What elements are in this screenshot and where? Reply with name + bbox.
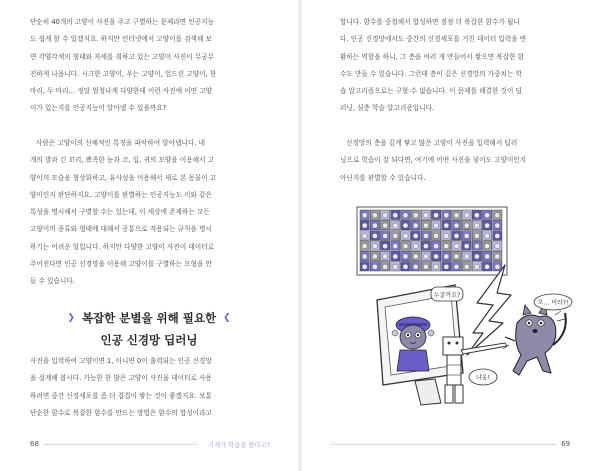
cat-thumbnail-face xyxy=(383,244,388,249)
cat-thumbnail-face xyxy=(372,223,377,228)
cat-thumbnail-face xyxy=(434,233,439,238)
text-line: 단순한 함수로 복잡한 함수를 만드는 방법은 함수의 합성이라고 xyxy=(30,408,212,417)
left-footer xyxy=(30,438,270,450)
cat-thumbnail-face xyxy=(383,264,388,269)
cat-thumbnail-face xyxy=(485,213,490,218)
text-line: 단순히 40개의 고양이 사진을 주고 구별하는 문제라면 인공지능 xyxy=(30,18,214,26)
cat-thumbnail-face xyxy=(474,264,479,269)
cat-thumbnail-face xyxy=(444,233,449,238)
left-page xyxy=(0,0,298,471)
cat-thumbnail-face xyxy=(485,254,490,259)
cat-thumbnail-face xyxy=(423,233,428,238)
cat-thumbnail-face xyxy=(464,223,469,228)
cat-thumbnail-face xyxy=(444,254,449,259)
cat-thumbnail-face xyxy=(413,213,418,218)
text-line: 하기는 어려운 일입니다. 하지만 다양한 고양이 사진이 데이터로 xyxy=(30,242,215,251)
cat-thumbnail-face xyxy=(393,244,398,249)
cat-speech-text: 모… 미라?! xyxy=(537,299,569,307)
left-paragraph-3 xyxy=(30,353,268,422)
text-line: 러닝, 심층 학습 알고리즘입니다. xyxy=(340,104,435,113)
text-line: 들 수 있습니다. xyxy=(30,277,75,286)
cat-thumbnail-face xyxy=(393,254,398,259)
cat-photo-grid xyxy=(357,207,507,275)
text-line: 이가 있는지를 인공지능이 알아낼 수 있을까요? xyxy=(30,104,167,113)
text-line: 을 설계해 봅시다. 가능한 한 많은 고양이 사진을 데이터로 사용 xyxy=(30,374,212,383)
cat-thumbnail-face xyxy=(362,264,367,269)
cat-thumbnail-face xyxy=(474,223,479,228)
text-line: 마리, 두 마리… 정말 엄청나게 다양한데 이런 사진에 어떤 고양 xyxy=(30,87,213,96)
text-line: 신경망의 층을 깊게 쌓고 많은 고양이 사진을 입력해서 딥러 xyxy=(346,139,518,147)
cat-thumbnail-face xyxy=(485,223,490,228)
cat-thumbnail-face xyxy=(423,254,428,259)
cat-thumbnail-face xyxy=(413,223,418,228)
cat-thumbnail-face xyxy=(393,264,398,269)
monitor-stand xyxy=(415,379,441,405)
cat-thumbnail-face xyxy=(454,244,459,249)
cat-thumbnail-face xyxy=(454,254,459,259)
cat-thumbnail-face xyxy=(403,244,408,249)
cat-thumbnail-face xyxy=(474,233,479,238)
cat-thumbnail-face xyxy=(495,223,500,228)
text-line: 하려면 중간 신경세포를 좀 더 겹겹이 쌓는 것이 좋겠지요. 보통 xyxy=(30,391,212,400)
cat-thumbnail-face xyxy=(383,223,388,228)
illustration-svg xyxy=(355,205,579,423)
heading-text-1: 복잡한 분별을 위해 필요한 xyxy=(81,311,217,325)
cat-thumbnail-face xyxy=(474,244,479,249)
cat-thumbnail-face xyxy=(485,244,490,249)
cat-thumbnail-face xyxy=(372,264,377,269)
cat-thumbnail-face xyxy=(495,244,500,249)
text-line: 고양이의 종류와 형태에 대해서 공통으로 적용되는 규칙을 명시 xyxy=(30,225,212,234)
cat-thumbnail-face xyxy=(434,244,439,249)
cat-thumbnail-face xyxy=(362,233,367,238)
cat-thumbnail-face xyxy=(413,244,418,249)
right-paragraph-2 xyxy=(340,135,578,187)
text-line: 다. 인공 신경망에서도 중간의 신경세포를 거친 데이터 입력을 변 xyxy=(340,35,527,44)
cat-thumbnail-face xyxy=(372,213,377,218)
text-line: 진하게 나옵니다. 시크한 고양이, 우는 고양이, 엎드린 고양이, 한 xyxy=(30,69,217,78)
cat-thumbnail-face xyxy=(474,213,479,218)
section-heading-line-1 xyxy=(30,309,268,327)
text-line: 도 쉽게 할 수 있겠지요. 하지만 인터넷에서 고양이를 검색해 보 xyxy=(30,35,212,44)
text-line: 사람은 고양이의 신체적인 특징을 파악하여 알아냅니다. 네 xyxy=(36,139,206,147)
cat-thumbnail-face xyxy=(474,254,479,259)
monitor-speech-text: 누굴까요? xyxy=(433,292,461,299)
cat-thumbnail-face xyxy=(434,264,439,269)
cat-thumbnail-face xyxy=(362,244,367,249)
footer-divider xyxy=(332,444,555,445)
cat-thumbnail-face xyxy=(383,254,388,259)
cat-thumbnail-face xyxy=(464,254,469,259)
cat-thumbnail-face xyxy=(444,264,449,269)
cat-thumbnail-face xyxy=(485,233,490,238)
cat-thumbnail-face xyxy=(403,223,408,228)
cat-thumbnail-face xyxy=(423,213,428,218)
cat-thumbnail-face xyxy=(393,223,398,228)
cat-thumbnail-face xyxy=(383,213,388,218)
cat-thumbnail-face xyxy=(403,264,408,269)
left-paragraph-2 xyxy=(30,135,268,291)
text-line: 면 각양각색의 형태와 자세를 취하고 있는 고양이 사진이 무궁무 xyxy=(30,52,215,61)
text-line: 주어진다면 인공 신경망을 이용해 고양이를 구별하는 모형을 만 xyxy=(30,260,212,269)
cat-recognition-illustration xyxy=(355,205,579,423)
cat-thumbnail-face xyxy=(454,264,459,269)
monitor-speech-bubble xyxy=(431,287,463,301)
heading-right-marker-icon: ❮ xyxy=(223,313,231,323)
text-line: 아닌지를 판별할 수 있습니다. xyxy=(340,173,426,182)
right-paragraph-1 xyxy=(340,14,578,118)
text-line: 닝으로 학습이 잘 되다면, 여기에 어떤 사진을 넣어도 고양이인지 xyxy=(340,156,527,165)
cat-thumbnail-face xyxy=(464,233,469,238)
cat-thumbnail-face xyxy=(434,213,439,218)
cat-thumbnail-face xyxy=(464,264,469,269)
cat-thumbnail-face xyxy=(403,213,408,218)
cat-thumbnail-face xyxy=(393,213,398,218)
cat-thumbnail-face xyxy=(444,244,449,249)
left-paragraph-1 xyxy=(30,14,268,118)
page-number: 69 xyxy=(561,440,570,448)
cat-thumbnail-face xyxy=(495,254,500,259)
text-line: 사진을 입력하여 고양이면 1, 아니면 0이 출력되는 인공 신경망 xyxy=(30,357,212,365)
text-line: 개의 발과 긴 꼬리, 뾰족한 눈과 코, 입, 귀의 모양을 이용해서 고 xyxy=(30,156,215,165)
page-number: 68 xyxy=(30,440,39,448)
heading-left-marker-icon: ❯ xyxy=(67,313,75,323)
cat-thumbnail-face xyxy=(444,223,449,228)
text-line: 양이인지 판단하지요. 고양이를 판별하는 인공지능도 이와 같은 xyxy=(30,190,212,199)
cat-thumbnail-face xyxy=(485,264,490,269)
cat-thumbnail-face xyxy=(362,213,367,218)
cat-thumbnail-face xyxy=(372,244,377,249)
text-line: 수도 만들 수 있습니다. 그런데 층이 깊은 신경망의 가중치는 학 xyxy=(340,69,522,78)
cat-thumbnail-face xyxy=(454,233,459,238)
cat-thumbnail-face xyxy=(413,233,418,238)
footer-divider xyxy=(45,444,196,445)
cat-thumbnail-face xyxy=(423,244,428,249)
cat-thumbnail-face xyxy=(403,233,408,238)
cat-thumbnail-face xyxy=(454,223,459,228)
cat-thumbnail-face xyxy=(444,213,449,218)
section-heading-line-2: 인공 신경망 딥러닝 xyxy=(100,333,198,347)
text-line: 습 알고리즘으로는 구할 수 없습니다. 이 문제를 해결한 것이 딥 xyxy=(340,87,522,96)
text-line: 양이의 모습을 형상화하고, 유사성을 이용해서 새로 본 동물이 고 xyxy=(30,173,217,182)
cat-thumbnail-face xyxy=(495,264,500,269)
text-line: 특성을 명시해서 구별할 수는 있는데, 이 세상에 존재하는 모든 xyxy=(30,208,210,217)
cat-thumbnail-face xyxy=(383,233,388,238)
text-line: 합니다. 함수를 중첩해서 합성하면 점점 더 복잡한 함수가 됩니 xyxy=(340,18,520,26)
cat-thumbnail-face xyxy=(372,254,377,259)
cat-thumbnail-face xyxy=(454,213,459,218)
running-title: 기계가 학습을 한다고? xyxy=(207,441,270,449)
cat-thumbnail-face xyxy=(464,213,469,218)
cat-thumbnail-face xyxy=(362,223,367,228)
section-heading xyxy=(30,309,268,350)
cat-thumbnail-face xyxy=(372,233,377,238)
cat-thumbnail-face xyxy=(464,244,469,249)
cat-thumbnail-face xyxy=(423,264,428,269)
cat-thumbnail-face xyxy=(413,254,418,259)
cat-thumbnail-face xyxy=(362,254,367,259)
cat-thumbnail-face xyxy=(495,213,500,218)
cat-thumbnail-face xyxy=(434,223,439,228)
text-line: 환하는 역할을 하니, 그 층을 여러 개 만들어서 쌓으면 복잡한 함 xyxy=(340,52,525,61)
cat-thumbnail-face xyxy=(403,254,408,259)
robot-pointing-arm xyxy=(461,343,507,354)
cat-speech-bubble xyxy=(534,294,572,310)
cat-thumbnail-face xyxy=(434,254,439,259)
cat-thumbnail-face xyxy=(423,223,428,228)
robot-speech-bubble xyxy=(469,369,497,385)
right-footer xyxy=(332,438,570,450)
cat-thumbnail-face xyxy=(393,233,398,238)
robot-speech-text: 냐옹! xyxy=(476,374,490,382)
cat-thumbnail-face xyxy=(495,233,500,238)
cat-thumbnail-face xyxy=(413,264,418,269)
lightning-bolt xyxy=(467,265,511,355)
